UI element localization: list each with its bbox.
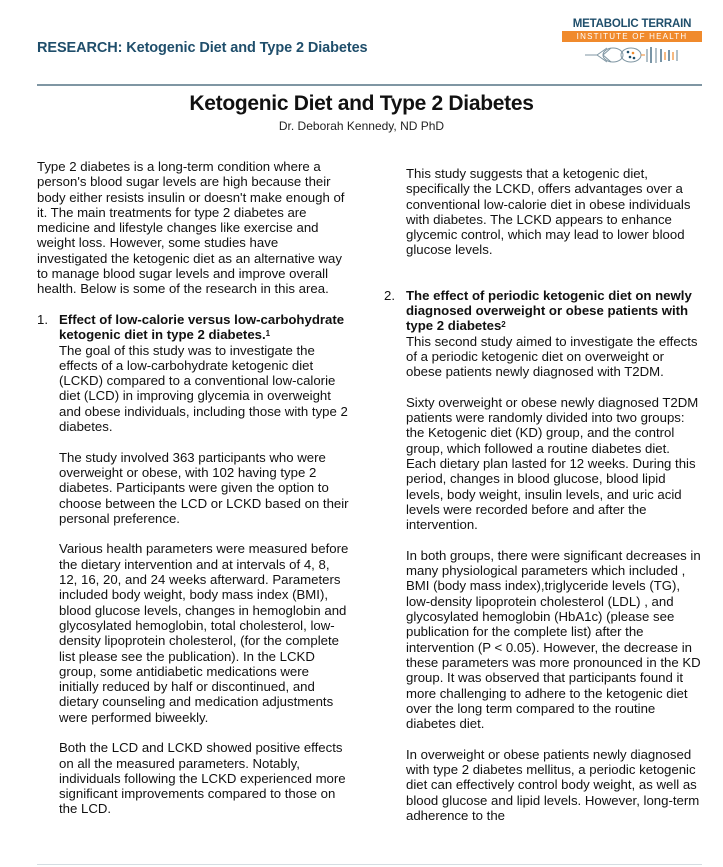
right-column — [384, 166, 702, 838]
document-title: Ketogenic Diet and Type 2 Diabetes — [189, 92, 534, 115]
logo-line2: INSTITUTE OF HEALTH — [562, 31, 702, 42]
leaf-dna-icon — [562, 44, 702, 66]
study-1-conclusion: This study suggests that a ketogenic diet, specifically the LCKD, offers advantages over a conventional low-calorie diet in obese individuals with diabetes. The LCKD appears to enhance glycemic control, which may lead to lower blood glucose levels. — [406, 166, 691, 258]
study-2-paragraph: In both groups, there were significant decreases in many physiological parameters which included , BMI (body mass index),triglyceride levels (TG), low-density lipoprotein cholesterol (LDL) , and glycosylated hemoglobin (HbA1c) (please see publication for the complete list) after the intervention (P < 0.05). However, the decrease in these parameters was more pronounced in the KD group. It was observed that participants found it more challenging to adhere to the ketogenic diet over the long term compared to the routine diabetes diet. — [406, 547, 701, 732]
header-label: RESEARCH: Ketogenic Diet and Type 2 Diabetes — [37, 40, 368, 56]
study-1-number: 1. — [37, 311, 48, 327]
study-2-number: 2. — [384, 287, 395, 303]
study-1-title: Effect of low-calorie versus low-carbohydrate ketogenic diet in type 2 diabetes.$^1$ — [59, 311, 345, 343]
study-2-paragraph: This second study aimed to investigate the effects of a periodic ketogenic diet on overweight or obese patients newly diagnosed with T2DM. — [406, 333, 698, 380]
left-column — [37, 159, 349, 832]
study-2-title: The effect of periodic ketogenic diet on newly diagnosed overweight or obese patients with type 2 diabetes$^2$ — [406, 287, 692, 334]
study-1 — [37, 312, 349, 817]
study-1-paragraph: Various health parameters were measured before the dietary intervention and at intervals of 4, 8, 12, 16, 20, and 24 weeks afterward. Parameters included body weight, body mass index (BMI), blood glucose levels, changes in hemoglobin and glycosylated hemoglobin, total cholesterol, low-density lipoprotein cholesterol, (for the complete list please see the publication). In the LCKD group, some antidiabetic medications were initially reduced by half or discontinued, and dietary counseling and medication adjustments were performed biweekly. — [59, 541, 349, 725]
institute-logo — [562, 18, 702, 66]
intro-paragraph: Type 2 diabetes is a long-term condition where a person's blood sugar levels are high because their body either resists insulin or doesn't make enough of it. The main treatments for type 2 diabetes are medicine and lifestyle changes like exercise and weight loss. However, some studies have investigated the ketogenic diet as an alternative way to manage blood sugar levels and improve overall health. Below is some of the research in this area. — [37, 159, 345, 297]
study-2 — [384, 288, 702, 823]
footer-divider — [37, 864, 702, 865]
document-author: Dr. Deborah Kennedy, ND PhD — [278, 119, 445, 133]
study-1-ref: 1 — [265, 329, 271, 339]
logo-line1: METABOLIC TERRAIN — [572, 18, 692, 30]
study-1-paragraph: The study involved 363 participants who were overweight or obese, with 102 having type 2 diabetes. Participants were given the option to choose between the LCD or LCKD based on their personal preference. — [59, 449, 349, 526]
study-2-paragraph: In overweight or obese patients newly diagnosed with type 2 diabetes mellitus, a periodic ketogenic diet can effectively control body weight, as well as blood glucose and lipid levels. However, long-term adherence to the — [406, 746, 700, 823]
study-2-paragraph: Sixty overweight or obese newly diagnosed T2DM patients were randomly divided into two groups: the Ketogenic diet (KD) group, and the control group, which followed a routine diabetes diet. Each dietary plan lasted for 12 weeks. During this period, changes in blood glucose, blood lipid levels, body weight, insulin levels, and uric acid levels were recorded before and after the intervention. — [406, 394, 699, 533]
study-2-ref: 2 — [501, 320, 506, 330]
header-divider — [37, 84, 702, 86]
study-1-paragraph: The goal of this study was to investigate the effects of a low-carbohydrate ketogenic diet (LCKD) compared to a conventional low-calorie diet (LCD) in improving glycemia in overweight and obese individuals, including those with type 2 diabetes. — [59, 342, 348, 435]
study-1-paragraph: Both the LCD and LCKD showed positive effects on all the measured parameters. Notably, individuals following the LCKD experienced more significant improvements compared to those on the LCD. — [59, 740, 346, 817]
